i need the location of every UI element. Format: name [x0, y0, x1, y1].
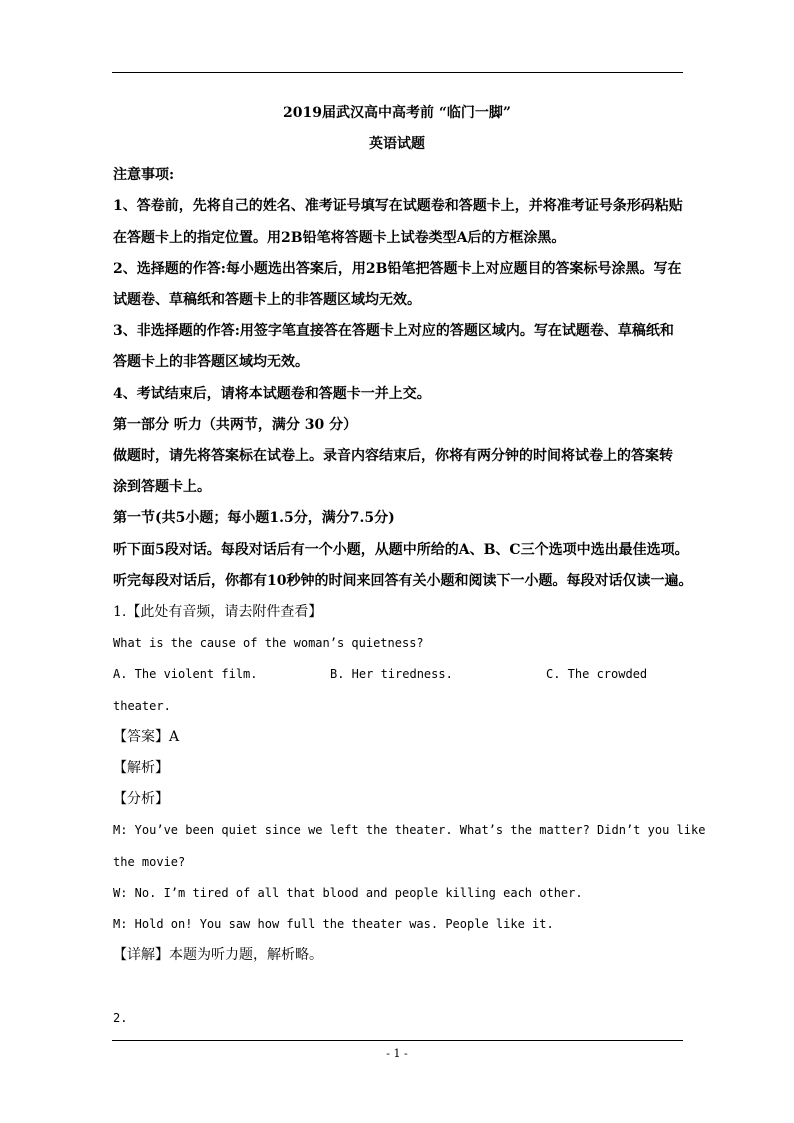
fenxi-label: 【分析】	[113, 791, 169, 807]
notice-heading: 注意事项:	[113, 167, 175, 183]
analysis-label: 【解析】	[113, 760, 169, 776]
question1-option-a: A. The violent film.	[113, 667, 258, 681]
notice-line: 4、考试结束后，请将本试题卷和答题卡一并上交。	[113, 386, 431, 402]
footer-rule	[112, 1040, 683, 1041]
answer-label: 【答案】A	[113, 729, 180, 745]
question1-option-c: C. The crowded	[546, 667, 648, 681]
header-rule	[112, 72, 683, 73]
section1-instruction: 听完每段对话后，你都有10秒钟的时间来回答有关小题和阅读下一小题。每段对话仅读一遍。	[113, 573, 693, 589]
question1-option-b: B. Her tiredness.	[330, 667, 453, 681]
question2-label: 2.	[113, 1011, 128, 1025]
notice-line: 1、答卷前，先将自己的姓名、准考证号填写在试题卷和答题卡上，并将准考证号条形码粘贴	[113, 198, 683, 214]
transcript-line: M: You’ve been quiet since we left the theater. What’s the matter? Didn’t you like	[113, 823, 706, 837]
document-subtitle: 英语试题	[369, 136, 425, 152]
page-number: - 1 -	[386, 1047, 408, 1060]
notice-line: 答题卡上的非答题区域均无效。	[113, 354, 309, 370]
notice-line: 试题卷、草稿纸和答题卡上的非答题区域均无效。	[113, 292, 421, 308]
part1-instruction: 涂到答题卡上。	[113, 479, 211, 495]
notice-line: 在答题卡上的指定位置。用2B铅笔将答题卡上试卷类型A后的方框涂黑。	[113, 230, 566, 246]
notice-line: 3、非选择题的作答:用签字笔直接答在答题卡上对应的答题区域内。写在试题卷、草稿纸和	[113, 323, 674, 339]
part1-instruction: 做题时，请先将答案标在试卷上。录音内容结束后，你将有两分钟的时间将试卷上的答案转	[113, 448, 673, 464]
question1-intro: 1.【此处有音频，请去附件查看】	[113, 604, 323, 620]
transcript-line: the movie?	[113, 855, 186, 869]
section1-heading: 第一节(共5小题；每小题1.5分，满分7.5分)	[113, 510, 395, 526]
part1-heading: 第一部分 听力（共两节，满分 30 分）	[113, 417, 358, 433]
detail-explanation: 【详解】本题为听力题，解析略。	[113, 947, 323, 963]
transcript-line: M: Hold on! You saw how full the theater was. People like it.	[113, 917, 554, 931]
document-title: 2019届武汉高中高考前 “临门一脚”	[283, 105, 511, 121]
transcript-line: W: No. I’m tired of all that blood and people killing each other.	[113, 886, 583, 900]
question1-prompt: What is the cause of the woman’s quietness?	[113, 636, 424, 650]
question1-option-c-continued: theater.	[113, 699, 171, 713]
notice-line: 2、选择题的作答:每小题选出答案后，用2B铅笔把答题卡上对应题目的答案标号涂黑。写在	[113, 261, 682, 277]
section1-instruction: 听下面5段对话。每段对话后有一个小题，从题中所给的A、B、C三个选项中选出最佳选项。	[113, 542, 689, 558]
